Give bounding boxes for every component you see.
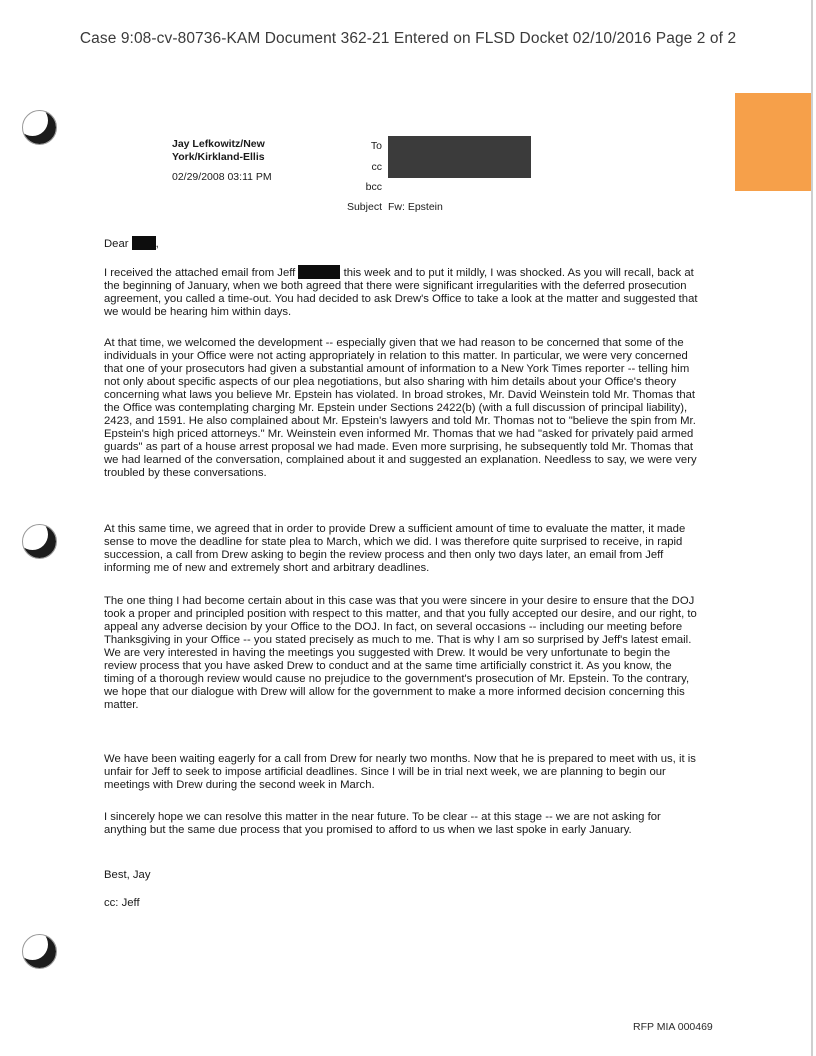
closing: Best, Jay	[104, 869, 151, 881]
sticky-note	[735, 93, 811, 191]
salutation-text: Dear	[104, 238, 129, 250]
paragraph-4: The one thing I had become certain about in this case was that you were sincere in your desire to ensure that the DOJ took a proper and principled position with respect to this matter, and that you fully accepted our desire, and our right, to appeal any adverse decision by your Office to the DOJ. In fact, on several occasions -- including our meeting before Thanksgiving in your Office -- you stated precisely as much to me. That is why I am so surprised by Jeff's latest email. We are very interested in having the meetings you suggested with Drew. It would be very unfortunate to begin the review process that you have asked Drew to conduct and at the same time artificially constrict it. As you know, the timing of a thorough review would cause no prejudice to the government's prosecution of Mr. Epstein. To the contrary, we hope that our dialogue with Drew will allow for the government to make a more informed decision concerning this matter.	[104, 595, 697, 711]
sender-org: York/Kirkland-Ellis	[172, 151, 265, 163]
sent-datetime: 02/29/2008 03:11 PM	[172, 171, 272, 183]
name-redaction	[298, 265, 340, 279]
punch-hole-bottom-icon	[22, 934, 57, 969]
paragraph-5: We have been waiting eagerly for a call from Drew for nearly two months. Now that he is prepared to meet with us, it is unfair for Jeff to seek to impose artificial deadlines. Since I will be in trial next week, we are planning to begin our meetings with Drew during the second week in March.	[104, 753, 696, 791]
paragraph-6: I sincerely hope we can resolve this matter in the near future. To be clear -- at this stage -- we are not asking for anything but the same due process that you promised to afford to us when we last spoke in early January.	[104, 811, 661, 836]
case-header: Case 9:08-cv-80736-KAM Document 362-21 Entered on FLSD Docket 02/10/2016 Page 2 of 2	[79, 30, 737, 47]
paragraph-1	[104, 265, 704, 319]
paragraph-2: At that time, we welcomed the development -- especially given that we had reason to be concerned that some of the individuals in your Office were not acting appropriately in relation to this matter. In particular, we were very concerned that one of your prosecutors had given a substantial amount of information to a New York Times reporter -- telling him not only about specific aspects of our plea negotiations, but also sharing with him details about your Office's theory concerning what laws you believe Mr. Epstein has violated. In broad strokes, Mr. David Weinstein told Mr. Thomas that the Office was contemplating charging Mr. Epstein under Sections 2422(b) (with a full discussion of principal liability), 2423, and 1591. He also complained about Mr. Epstein's lawyers and told Mr. Thomas not to "believe the spin from Mr. Epstein's high priced attorneys." Mr. Weinstein even informed Mr. Thomas that we had "asked for privately paid armed guards" as part of a house arrest proposal we had made. Even more surprising, he subsequently told Mr. Thomas that we had learned of the conversation, complained about it and suggested an explanation. Needless to say, we were very troubled by these conversations.	[104, 337, 697, 479]
paragraph-1-rest: this week and to put it mildly, I was shocked. As you will recall, back at the beginning of January, when we both agreed that there were significant irregularities with the deferred prosecution agreement, you called a time-out. You had decided to ask Drew's Office to take a look at the matter and suggested that we would be hearing him within days.	[104, 267, 698, 318]
page-edge	[811, 0, 813, 1056]
bates-number: RFP MIA 000469	[633, 1021, 713, 1033]
sender-name: Jay Lefkowitz/New	[172, 138, 265, 150]
paragraph-1-start: I received the attached email from Jeff	[104, 267, 296, 279]
subject-value: Fw: Epstein	[388, 201, 443, 213]
salutation	[104, 236, 704, 251]
cc-label: cc	[371, 161, 382, 173]
subject-label: Subject	[346, 201, 382, 213]
name-redaction	[132, 236, 156, 250]
punch-hole-middle-icon	[22, 524, 57, 559]
to-label: To	[370, 140, 382, 152]
cc-line: cc: Jeff	[104, 897, 140, 909]
bcc-label: bcc	[365, 181, 382, 193]
recipient-redaction	[388, 136, 531, 178]
sender	[172, 138, 265, 164]
paragraph-3: At this same time, we agreed that in order to provide Drew a sufficient amount of time to evaluate the matter, it made sense to move the deadline for state plea to March, which we did. I was therefore quite surprised to receive, in rapid succession, a call from Drew asking to begin the review process and then only two days later, an email from Jeff informing me of new and extremely short and arbitrary deadlines.	[104, 523, 686, 574]
salutation-punct: ,	[155, 238, 159, 250]
punch-hole-top-icon	[22, 110, 57, 145]
